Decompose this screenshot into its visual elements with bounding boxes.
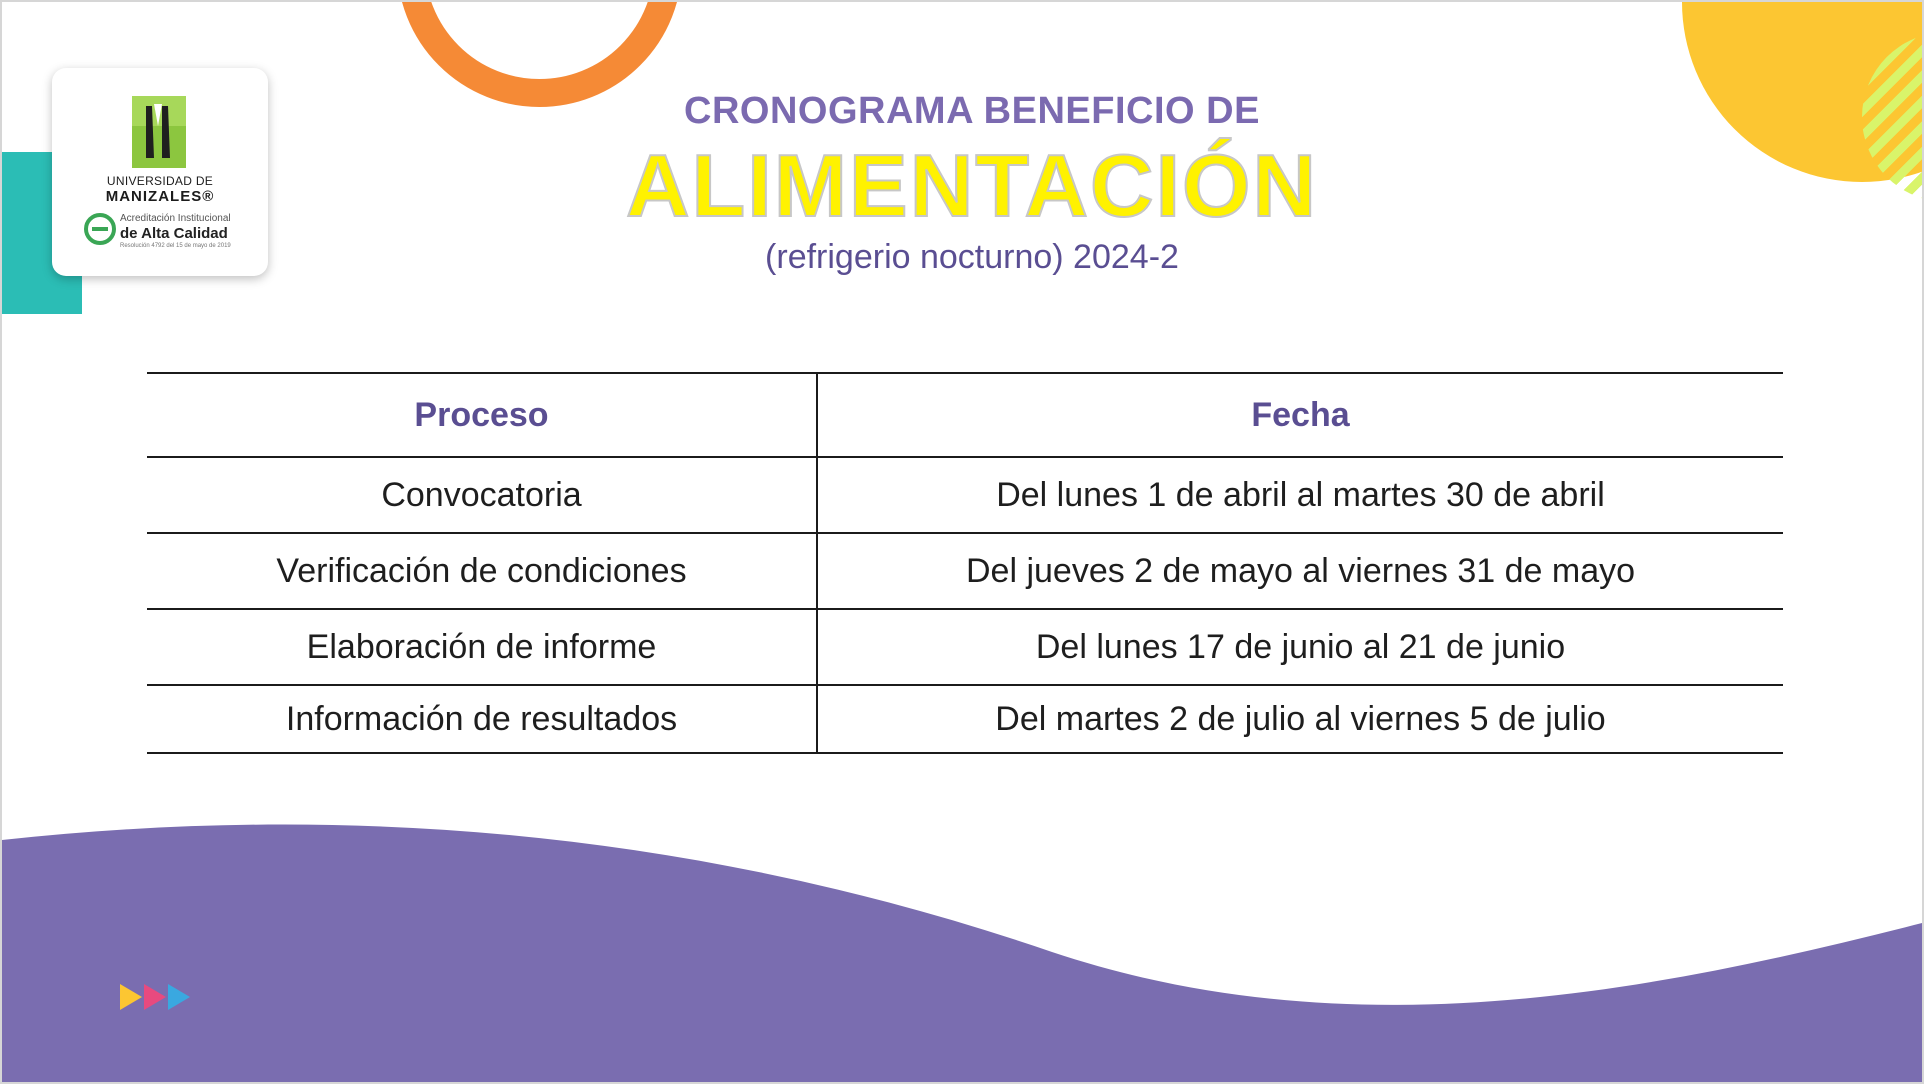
- header-proceso: Proceso: [147, 373, 817, 457]
- play-arrows-icon: [120, 982, 196, 1012]
- logo-mark-icon: [132, 96, 186, 168]
- purple-wave-decoration: [2, 822, 1924, 1084]
- header-fecha: Fecha: [817, 373, 1783, 457]
- subtitle: (refrigerio nocturno) 2024-2: [765, 238, 1179, 276]
- cell-fecha: Del martes 2 de julio al viernes 5 de julio: [817, 685, 1783, 753]
- table-row: [147, 457, 1783, 533]
- title-line1: CRONOGRAMA BENEFICIO DE: [684, 90, 1260, 132]
- table-row: [147, 609, 1783, 685]
- accreditation-line1: Acreditación Institucional: [120, 213, 231, 224]
- cell-proceso: Elaboración de informe: [147, 609, 817, 685]
- cell-proceso: Información de resultados: [147, 685, 817, 753]
- logo-university-line2: MANIZALES®: [105, 188, 215, 205]
- accreditation-line3: Resolución 4792 del 15 de mayo de 2019: [120, 243, 231, 249]
- table-header-row: [147, 373, 1783, 457]
- cell-proceso: Verificación de condiciones: [147, 533, 817, 609]
- accreditation-line2: de Alta Calidad: [120, 225, 228, 242]
- cell-fecha: Del lunes 1 de abril al martes 30 de abril: [817, 457, 1783, 533]
- table-row: [147, 533, 1783, 609]
- university-logo-card: [52, 68, 268, 276]
- schedule-table: [147, 372, 1783, 754]
- cell-proceso: Convocatoria: [147, 457, 817, 533]
- table-row: [147, 685, 1783, 753]
- cell-fecha: Del lunes 17 de junio al 21 de junio: [817, 609, 1783, 685]
- cell-fecha: Del jueves 2 de mayo al viernes 31 de mayo: [817, 533, 1783, 609]
- logo-university-line1: UNIVERSIDAD DE: [106, 174, 214, 188]
- title-line2: ALIMENTACIÓN: [625, 136, 1319, 235]
- accreditation-icon: [84, 213, 116, 245]
